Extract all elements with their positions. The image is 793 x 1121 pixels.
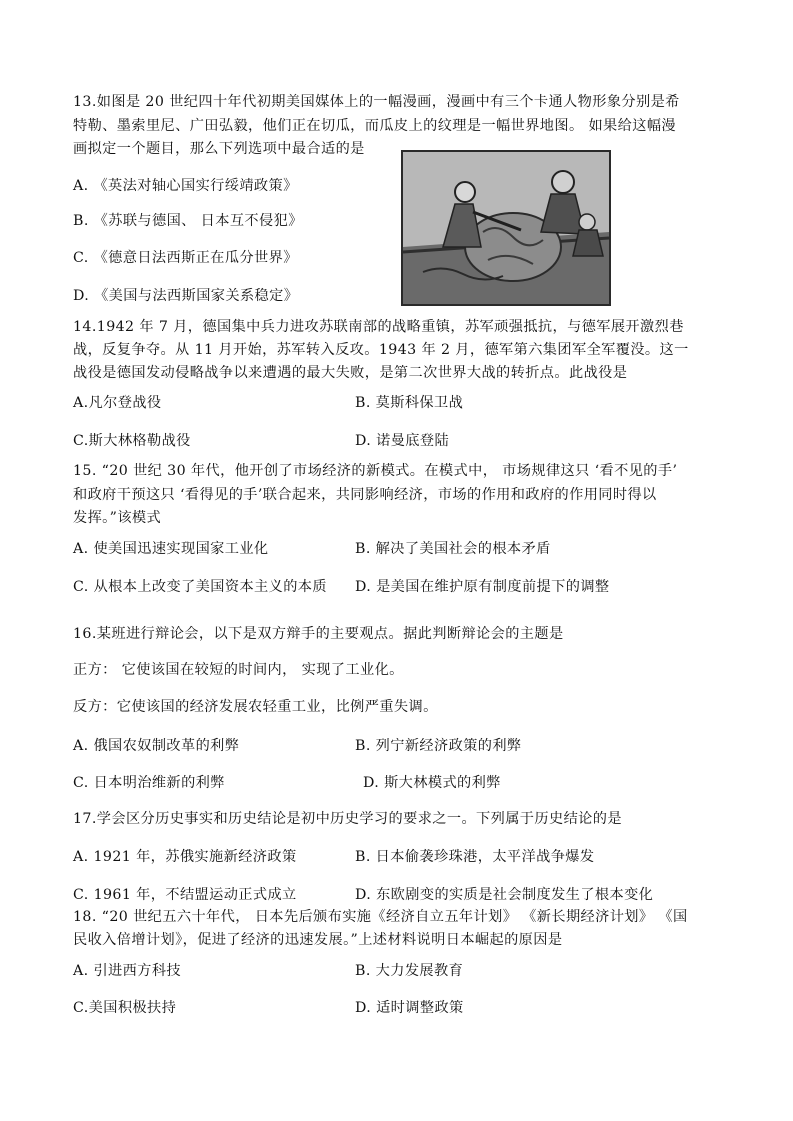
q17-option-a: A. 1921 年，苏俄实施新经济政策 — [73, 849, 297, 865]
q16-stem-line-1: 16.某班进行辩论会，以下是双方辩手的主要观点。据此判断辩论会的主题是 — [73, 626, 564, 642]
q15-option-a: A. 使美国迅速实现国家工业化 — [73, 541, 269, 557]
q13-stem-line-1: 13.如图是 20 世纪四十年代初期美国媒体上的一幅漫画，漫画中有三个卡通人物形象分别是希 — [73, 94, 680, 110]
q15-stem-line-3: 发挥。”该模式 — [73, 510, 162, 526]
q13-option-b: B. 《苏联与德国、 日本互不侵犯》 — [73, 213, 303, 229]
q17-option-c: C. 1961 年，不结盟运动正式成立 — [73, 887, 297, 903]
q13-option-a: A. 《英法对轴心国实行绥靖政策》 — [73, 178, 298, 194]
q18-option-b: B. 大力发展教育 — [355, 963, 464, 979]
q17-option-b: B. 日本偷袭珍珠港，太平洋战争爆发 — [355, 849, 595, 865]
q14-stem-line-3: 战役是德国发动侵略战争以来遭遇的最大失败，是第二次世界大战的转折点。此战役是 — [73, 365, 628, 381]
q15-stem-line-1: 15. “20 世纪 30 年代，他开创了市场经济的新模式。在模式中， 市场规律这只 ‘看不见的手’ — [73, 463, 678, 479]
q16-option-b: B. 列宁新经济政策的利弊 — [355, 738, 522, 754]
q14-option-c: C.斯大林格勒战役 — [73, 433, 191, 449]
q18-stem-line-2: 民收入倍增计划》，促进了经济的迅速发展。”上述材料说明日本崛起的原因是 — [73, 932, 563, 948]
q16-pro-argument: 正方： 它使该国在较短的时间内， 实现了工业化。 — [73, 662, 404, 678]
q18-stem-line-1: 18. “20 世纪五六十年代， 日本先后颁布实施《经济自立五年计划》 《新长期经济计划》 《国 — [73, 909, 688, 925]
q15-option-c: C. 从根本上改变了美国资本主义的本质 — [73, 579, 327, 595]
q14-option-d: D. 诺曼底登陆 — [355, 433, 450, 449]
q16-option-c: C. 日本明治维新的利弊 — [73, 775, 225, 791]
q13-stem-line-3: 画拟定一个题目，那么下列选项中最合适的是 — [73, 141, 365, 157]
q16-option-d: D. 斯大林模式的利弊 — [363, 775, 501, 791]
q15-option-b: B. 解决了美国社会的根本矛盾 — [355, 541, 551, 557]
q13-option-d: D. 《美国与法西斯国家关系稳定》 — [73, 288, 299, 304]
q14-option-b: B. 莫斯科保卫战 — [355, 395, 464, 411]
q18-option-d: D. 适时调整政策 — [355, 1000, 464, 1016]
q13-cartoon-image — [401, 150, 611, 306]
q13-stem-line-2: 特勒、墨索里尼、广田弘毅，他们正在切瓜，而瓜皮上的纹理是一幅世界地图。 如果给这幅漫 — [73, 118, 677, 134]
q16-option-a: A. 俄国农奴制改革的利弊 — [73, 738, 240, 754]
q14-option-a: A.凡尔登战役 — [73, 395, 162, 411]
q15-option-d: D. 是美国在维护原有制度前提下的调整 — [355, 579, 610, 595]
q14-stem-line-1: 14.1942 年 7 月，德国集中兵力进攻苏联南部的战略重镇，苏军顽强抵抗，与德军展开激烈巷 — [73, 319, 684, 335]
q17-stem-line-1: 17.学会区分历史事实和历史结论是初中历史学习的要求之一。下列属于历史结论的是 — [73, 811, 622, 827]
q16-con-argument: 反方：它使该国的经济发展农轻重工业，比例严重失调。 — [73, 699, 438, 715]
q17-option-d: D. 东欧剧变的实质是社会制度发生了根本变化 — [355, 887, 654, 903]
q18-option-c: C.美国积极扶持 — [73, 1000, 177, 1016]
q15-stem-line-2: 和政府干预这只 ‘看得见的手’联合起来，共同影响经济，市场的作用和政府的作用同时得以 — [73, 487, 657, 503]
q13-option-c: C. 《德意日法西斯正在瓜分世界》 — [73, 250, 298, 266]
q14-stem-line-2: 战，反复争夺。从 11 月开始，苏军转入反攻。1943 年 2 月，德军第六集团军全军覆没。这一 — [73, 342, 689, 358]
q18-option-a: A. 引进西方科技 — [73, 963, 181, 979]
